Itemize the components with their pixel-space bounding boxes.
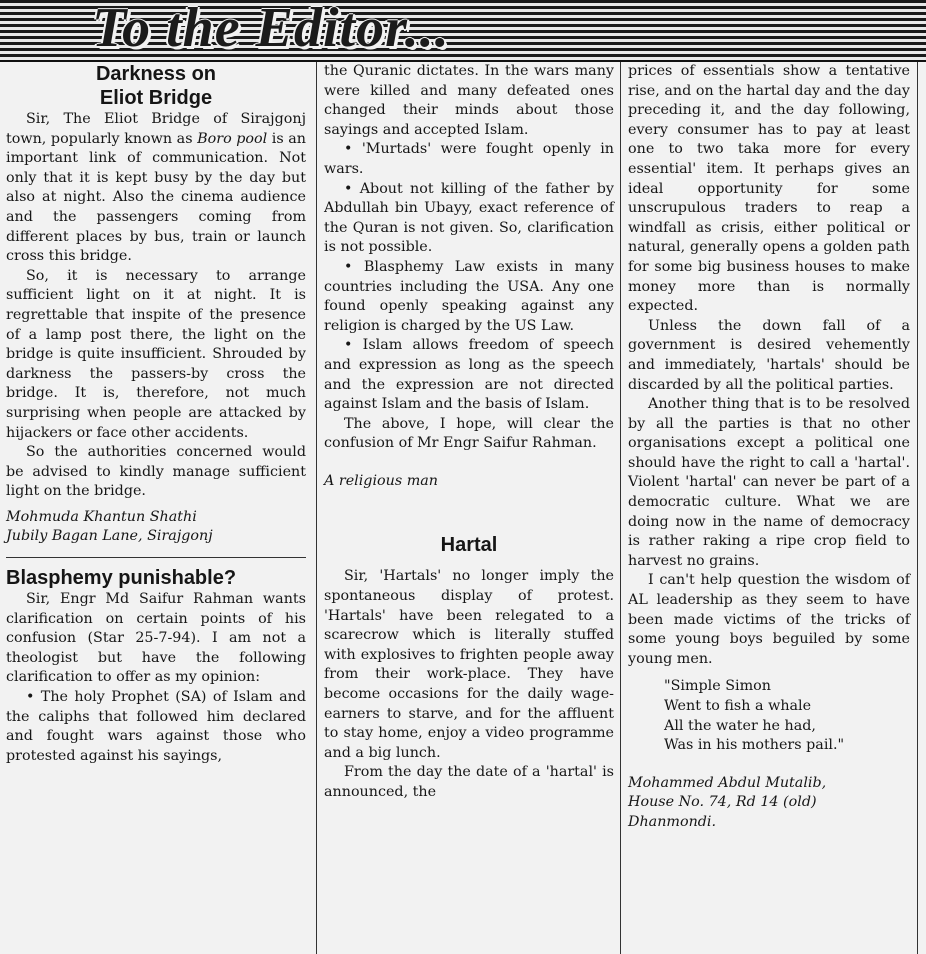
letter-heading: Darkness on Eliot Bridge <box>95 63 217 109</box>
column-3 <box>628 62 910 954</box>
column-2 <box>324 62 614 954</box>
column-divider <box>917 62 918 954</box>
letter-paragraph: Another thing that is to be resolved by all the parties is that no other organisations except a political one should have the right to call a 'hartal'. Violent 'hartal' can never be part of a democratic culture. What we are doing now in the name of democracy is rather raking a ripe crop field to harvest no grains. <box>628 396 910 569</box>
bullet-paragraph: • Islam allows freedom of speech and expression as long as the speech and the expression are not directed against Islam and the basis of Islam. <box>324 337 614 413</box>
letter-paragraph: Sir, Engr Md Saifur Rahman wants clarification on certain points of his confusion (Star 25-7-94). I am not a theologist but have the following clarification to offer as my opinion: <box>6 591 306 686</box>
letter-paragraph: Unless the down fall of a government is desired vehemently and immediately, 'hartals' should be discarded by all the political parties. <box>628 317 910 393</box>
signature: Jubily Bagan Lane, Sirajgonj <box>6 528 213 545</box>
signature: A religious man <box>324 472 439 489</box>
section-title: To the Editor... <box>92 0 450 59</box>
bullet-paragraph: • About not killing of the father by Abdullah bin Ubayy, exact reference of the Quran is not given. So, clarification is not possible. <box>324 180 614 256</box>
letter-paragraph: The above, I hope, will clear the confusion of Mr Engr Saifur Rahman. <box>324 415 614 452</box>
letter-paragraph: prices of essentials show a tentative rise, and on the hartal day and the day preceding it, and the day following, every consumer has to pay at least one to two taka more for every essential' item. It perhaps gives an ideal opportunity for some unscrupulous traders to reap a windfall as crisis, either political or natural, generally opens a golden path for some big business houses to make money more than is normally expected. <box>628 63 910 315</box>
poem: "Simple Simon Went to fish a whale All the water he had, Was in his mothers pail." <box>664 678 845 754</box>
banner <box>0 0 926 62</box>
column-1 <box>6 62 306 954</box>
column-divider <box>620 62 621 954</box>
signature: House No. 74, Rd 14 (old) <box>628 794 817 811</box>
bullet-paragraph: • The holy Prophet (SA) of Islam and the caliphs that followed him declared and fought wars against those who protested against his sayings, <box>6 689 306 764</box>
letter-paragraph: So, it is necessary to arrange sufficient light on it at night. It is regrettable that inspite of the presence of a lamp post there, the light on the bridge is quite insufficient. Shrouded by darkness the passers-by cross the bridge. It is, therefore, not much surprising when people are attacked by hijackers or face other accidents. <box>6 267 306 441</box>
letter-paragraph: Sir, The Eliot Bridge of Sirajgonj town, popularly known as Boro pool is an important link of communication. Not only that it is kept busy by the day but also at night. Also the cinema audience and the passengers coming from different places by bus, train or launch cross this bridge. <box>6 111 306 265</box>
signature: Dhanmondi. <box>628 813 717 830</box>
letter-heading: Blasphemy punishable? <box>6 567 237 590</box>
signature: Mohmuda Khantun Shathi <box>6 508 197 525</box>
divider <box>6 557 306 558</box>
letter-paragraph: So the authorities concerned would be advised to kindly manage sufficient light on the bridge. <box>6 444 306 500</box>
letter-paragraph: From the day the date of a 'hartal' is announced, the <box>324 764 614 800</box>
letter-paragraph: I can't help question the wisdom of AL leadership as they seem to have been made victims of the tricks of some young boys beguiled by some young men. <box>628 572 910 667</box>
letter-heading: Hartal <box>440 534 498 557</box>
bullet-paragraph: • Blasphemy Law exists in many countries including the USA. Any one found openly speaking against any religion is charged by the US Law. <box>324 258 614 334</box>
column-divider <box>316 62 317 954</box>
bullet-paragraph: • 'Murtads' were fought openly in wars. <box>324 141 614 177</box>
letter-paragraph: Sir, 'Hartals' no longer imply the spontaneous display of protest. 'Hartals' have been relegated to a scarecrow which is literally stuffed with explosives to frighten people away from their work-place. They have become occasions for the daily wage-earners to starve, and for the affluent to stay home, enjoy a video programme and a big lunch. <box>324 568 614 761</box>
bullet-paragraph: the Quranic dictates. In the wars many were killed and many defeated ones changed their minds about those sayings and accepted Islam. <box>324 63 614 138</box>
signature: Mohammed Abdul Mutalib, <box>628 774 827 791</box>
